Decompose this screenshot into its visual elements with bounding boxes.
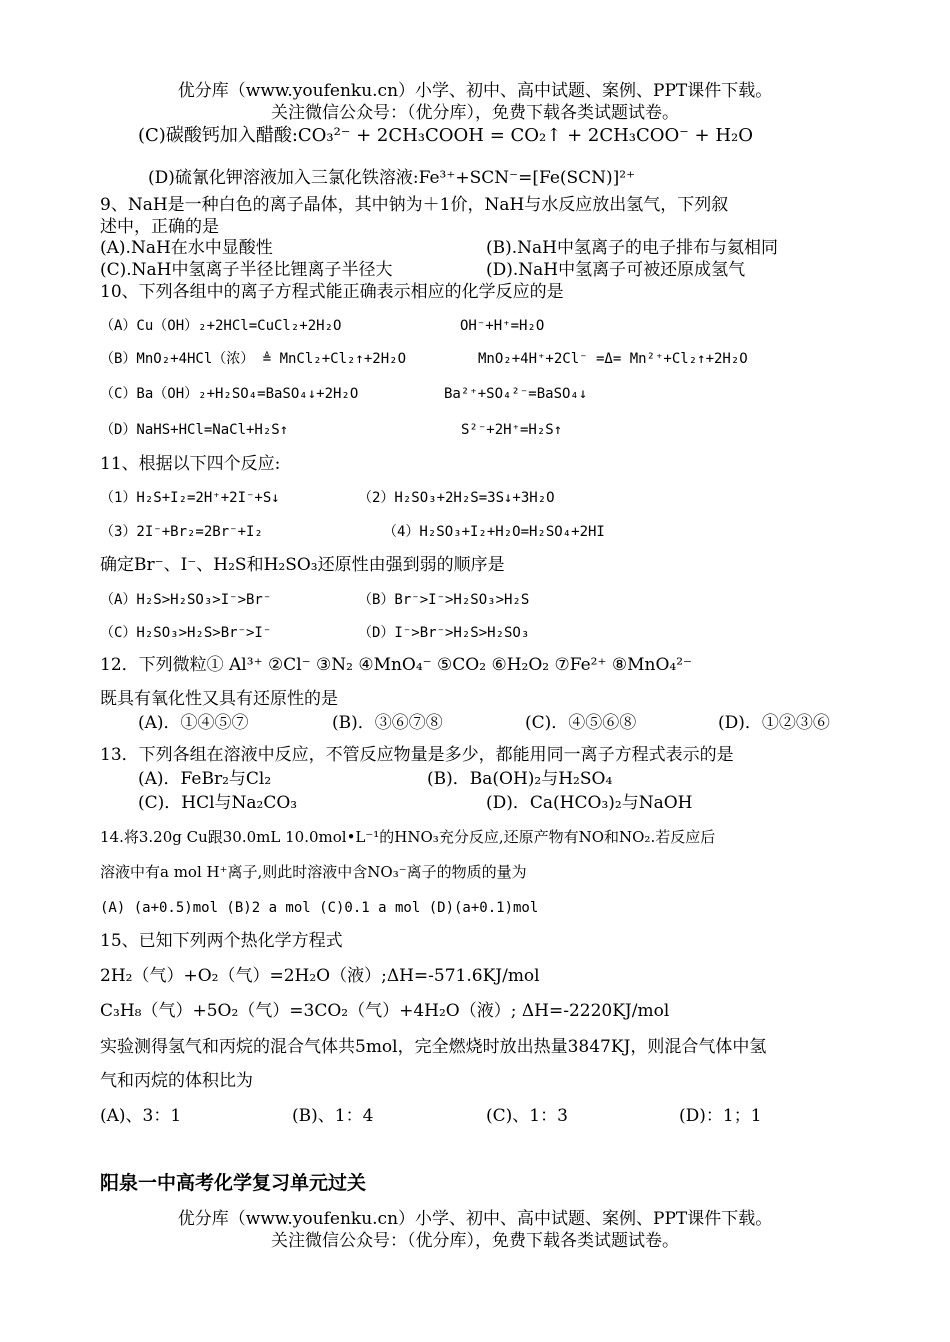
q15-text-line-2: 气和丙烷的体积比为 xyxy=(100,1071,253,1091)
q10-option-a-ionic: OH⁻+H⁺=H₂O xyxy=(460,318,545,334)
q13-stem: 13．下列各组在溶液中反应，不管反应物量是多少，都能用同一离子方程式表示的是 xyxy=(100,745,734,765)
q11-option-a: （A）H₂S>H₂SO₃>I⁻>Br⁻ xyxy=(100,592,272,608)
q15-option-c: (C)、1：3 xyxy=(486,1106,568,1126)
q10-option-d-ionic: S²⁻+2H⁺=H₂S↑ xyxy=(461,422,563,438)
q11-option-c: （C）H₂SO₃>H₂S>Br⁻>I⁻ xyxy=(100,625,272,641)
q11-reaction-1: （1）H₂S+I₂=2H⁺+2I⁻+S↓ xyxy=(100,490,280,506)
q15-option-b: (B)、1：4 xyxy=(292,1106,374,1126)
q13-option-a: (A)．FeBr₂与Cl₂ xyxy=(138,769,272,789)
q12-stem: 12．下列微粒① Al³⁺ ②Cl⁻ ③N₂ ④MnO₄⁻ ⑤CO₂ ⑥H₂O₂ ⑦Fe²⁺ ⑧MnO₄²⁻ xyxy=(100,655,692,675)
q11-stem: 11、根据以下四个反应: xyxy=(100,454,281,474)
q15-stem: 15、已知下列两个热化学方程式 xyxy=(100,931,343,951)
q9-stem-line-1: 9、NaH是一种白色的离子晶体，其中钠为＋1价，NaH与水反应放出氢气，下列叙 xyxy=(100,195,729,215)
q15-option-d: (D)：1；1 xyxy=(679,1106,762,1126)
q13-option-c: (C)．HCl与Na₂CO₃ xyxy=(138,793,298,813)
footer-line-2: 关注微信公众号：（优分库），免费下载各类试题试卷。 xyxy=(271,1231,679,1251)
q15-text-line-1: 实验测得氢气和丙烷的混合气体共5mol，完全燃烧时放出热量3847KJ，则混合气体中氢 xyxy=(100,1037,767,1057)
q14-options: (A) (a+0.5)mol (B)2 a mol (C)0.1 a mol (D)(a+0.1)mol xyxy=(100,900,539,916)
q10-option-c-ionic: Ba²⁺+SO₄²⁻=BaSO₄↓ xyxy=(444,386,588,402)
q14-stem-line-1: 14.将3.20g Cu跟30.0mL 10.0mol•L⁻¹的HNO₃充分反应,还原产物有NO和NO₂.若反应后 xyxy=(100,828,716,846)
q15-option-a: (A)、3：1 xyxy=(100,1106,182,1126)
q11-question: 确定Br⁻、I⁻、H₂S和H₂SO₃还原性由强到弱的顺序是 xyxy=(100,555,505,575)
q10-option-c-equation: （C）Ba（OH）₂+H₂SO₄=BaSO₄↓+2H₂O xyxy=(100,386,359,402)
q9-stem-line-2: 述中，正确的是 xyxy=(100,217,219,237)
section-title: 阳泉一中高考化学复习单元过关 xyxy=(100,1172,367,1194)
q9-option-d: (D).NaH中氢离子可被还原成氢气 xyxy=(486,260,746,280)
q11-option-d: （D）I⁻>Br⁻>H₂S>H₂SO₃ xyxy=(358,625,530,641)
q13-option-d: (D)．Ca(HCO₃)₂与NaOH xyxy=(486,793,693,813)
q15-equation-2: C₃H₈（气）+5O₂（气）=3CO₂（气）+4H₂O（液）; ΔH=-2220KJ/mol xyxy=(100,1001,670,1021)
q12-option-a: (A)．①④⑤⑦ xyxy=(138,713,249,733)
header-line-2: 关注微信公众号：（优分库），免费下载各类试题试卷。 xyxy=(271,103,679,123)
q10-stem: 10、下列各组中的离子方程式能正确表示相应的化学反应的是 xyxy=(100,282,564,302)
q10-option-b-equation: （B）MnO₂+4HCl（浓） ≜ MnCl₂+Cl₂↑+2H₂O xyxy=(100,351,407,367)
q11-reaction-2: （2）H₂SO₃+2H₂S=3S↓+3H₂O xyxy=(358,490,555,506)
footer-line-1: 优分库（www.youfenku.cn）小学、初中、高中试题、案例、PPT课件下载。 xyxy=(177,1209,773,1229)
q11-option-b: （B）Br⁻>I⁻>H₂SO₃>H₂S xyxy=(358,592,530,608)
q11-reaction-4: （4）H₂SO₃+I₂+H₂O=H₂SO₄+2HI xyxy=(383,524,605,540)
q12-option-b: (B)．③⑥⑦⑧ xyxy=(332,713,443,733)
q15-equation-1: 2H₂（气）+O₂（气）=2H₂O（液）;ΔH=-571.6KJ/mol xyxy=(100,966,540,986)
q12-question: 既具有氧化性又具有还原性的是 xyxy=(100,689,338,709)
q12-option-d: (D)．①②③⑥ xyxy=(718,713,830,733)
option-c-calcium-carbonate: (C)碳酸钙加入醋酸:CO₃²⁻ + 2CH₃COOH = CO₂↑ + 2CH₃COO⁻ + H₂O xyxy=(138,125,753,146)
q12-option-c: (C)．④⑤⑥⑧ xyxy=(525,713,637,733)
q9-option-b: (B).NaH中氢离子的电子排布与氦相同 xyxy=(486,238,778,258)
q11-reaction-3: （3）2I⁻+Br₂=2Br⁻+I₂ xyxy=(100,524,263,540)
q10-option-b-ionic: MnO₂+4H⁺+2Cl⁻ =Δ= Mn²⁺+Cl₂↑+2H₂O xyxy=(478,351,748,367)
option-d-thiocyanate: (D)硫氰化钾溶液加入三氯化铁溶液:Fe³⁺+SCN⁻=[Fe(SCN)]²⁺ xyxy=(148,168,636,188)
q13-option-b: (B)．Ba(OH)₂与H₂SO₄ xyxy=(427,769,613,789)
q10-option-d-equation: （D）NaHS+HCl=NaCl+H₂S↑ xyxy=(100,422,289,438)
q14-stem-line-2: 溶液中有a mol H⁺离子,则此时溶液中含NO₃⁻离子的物质的量为 xyxy=(100,863,527,881)
q10-option-a-equation: （A）Cu（OH）₂+2HCl=CuCl₂+2H₂O xyxy=(100,318,342,334)
q9-option-a: (A).NaH在水中显酸性 xyxy=(100,238,273,258)
q9-option-c: (C).NaH中氢离子半径比锂离子半径大 xyxy=(100,260,393,280)
header-line-1: 优分库（www.youfenku.cn）小学、初中、高中试题、案例、PPT课件下载。 xyxy=(177,81,773,101)
